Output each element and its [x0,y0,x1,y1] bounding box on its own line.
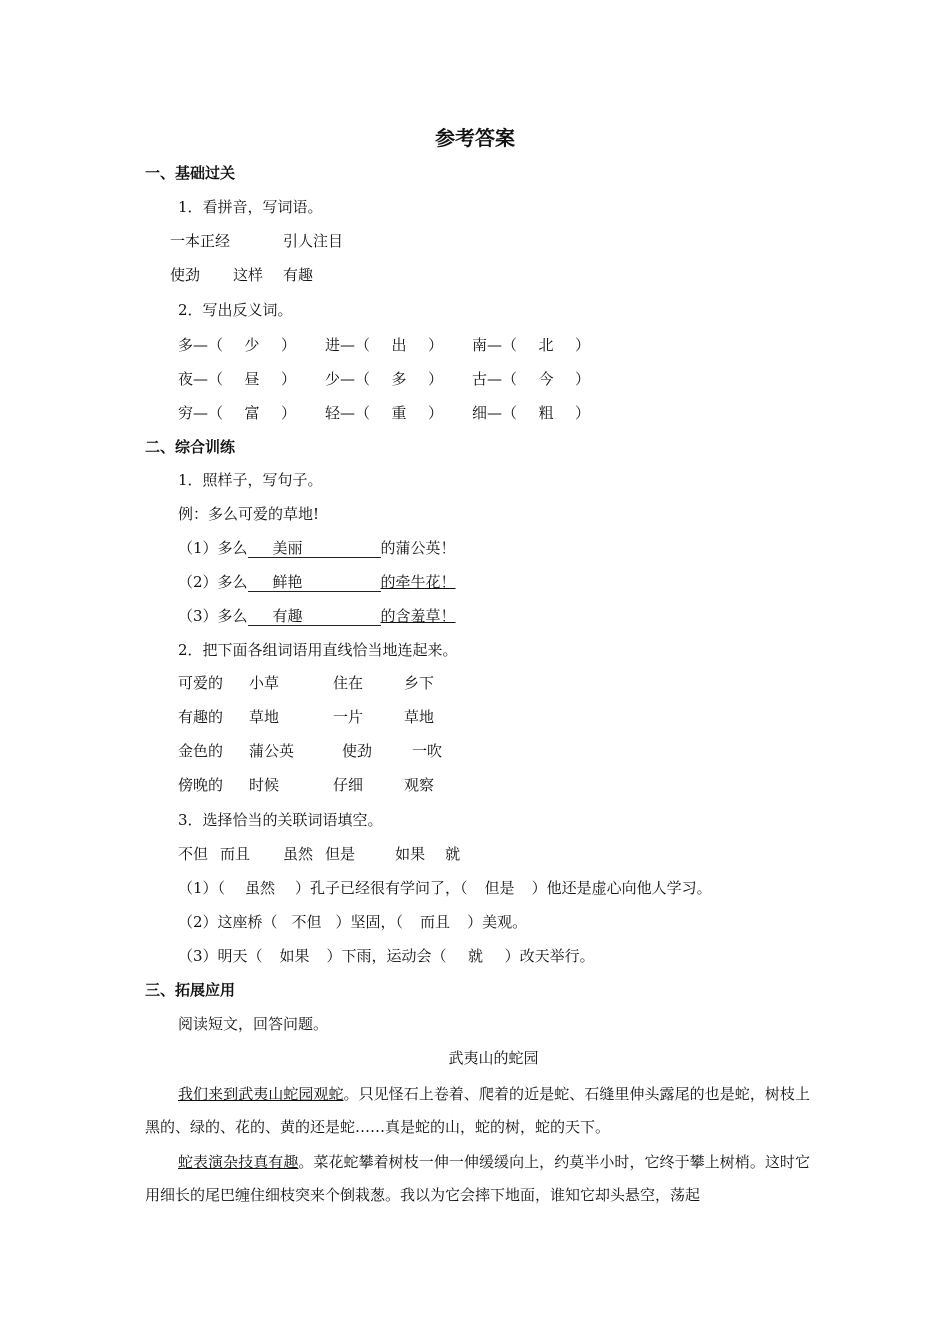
paragraph-text: 。只见怪石上卷着、爬着的近是蛇、石缝里伸头露尾的也是蛇，树枝上黑的、绿的、花的、黄的还是蛇……真是蛇的山，蛇的树，蛇的天下。 [145,1085,810,1136]
example-sentence: 例：多么可爱的草地! [178,505,320,523]
page-title: 参考答案 [435,126,515,150]
matching-word: 使劲 [342,742,373,760]
answer-word: 引人注目 [283,232,344,250]
fill-text: （3）明天（ [178,947,263,965]
matching-word: 草地 [249,708,280,726]
matching-word: 草地 [404,708,435,726]
matching-word: 傍晚的 [178,776,224,794]
antonym-item [178,335,296,355]
antonym-answer: 今 [538,370,554,388]
antonym-item [178,369,296,389]
fill-text: ）改天举行。 [504,947,595,965]
fill-text: （1）（ [178,879,226,897]
sentence-prefix: （1）多么 [178,539,248,557]
fill-text: ）坚固，（ [335,913,404,931]
antonym-answer: 出 [391,336,407,354]
reading-instruction: 阅读短文，回答问题。 [178,1015,329,1033]
passage-paragraph [145,1078,810,1144]
underlined-sentence: 蛇表演杂技真有趣 [178,1153,299,1171]
section-heading-extension: 三、拓展应用 [145,981,236,999]
conj-option: 就 [445,845,461,863]
fill-answer: 就 [468,947,484,965]
sentence-blank: 有趣 [248,607,381,626]
question-label: 2．把下面各组词语用直线恰当地连起来。 [178,641,458,659]
sentence-prefix: （3）多么 [178,607,248,625]
antonym-word: 夜—（ [178,370,224,388]
sentence-answer [178,606,456,626]
antonym-word: 细—（ [472,404,518,422]
conj-option: 虽然 [283,845,314,863]
antonym-word: 古—（ [472,370,518,388]
conj-option: 如果 [395,845,426,863]
antonym-word: 轻—（ [325,404,371,422]
answer-word: 这样 [233,266,264,284]
fill-answer: 如果 [279,947,310,965]
antonym-item [472,335,590,355]
sentence-suffix: 的牵牛花！ [380,573,456,591]
section-heading-basics: 一、基础过关 [145,164,236,182]
matching-word: 小草 [249,674,280,692]
antonym-bracket: ） [575,370,591,388]
matching-word: 住在 [333,674,364,692]
fill-answer: 虽然 [245,879,276,897]
passage-paragraph [145,1146,810,1212]
fill-text: （2）这座桥（ [178,913,278,931]
antonym-bracket: ） [428,404,444,422]
question-label: 1．看拼音，写词语。 [178,198,323,216]
antonym-word: 少—（ [325,370,371,388]
antonym-answer: 多 [391,370,407,388]
matching-word: 有趣的 [178,708,224,726]
antonym-answer: 重 [391,404,407,422]
fill-text: ）他还是虚心向他人学习。 [531,879,712,897]
sentence-suffix: 的蒲公英！ [380,539,456,557]
matching-word: 可爱的 [178,674,224,692]
answer-word: 有趣 [283,266,314,284]
antonym-answer: 北 [538,336,554,354]
antonym-bracket: ） [428,370,444,388]
paragraph-text: 。菜花蛇攀着树枝一伸一伸缓缓向上，约莫半小时，它终于攀上树梢。这时它用细长的尾巴缠住细枝突来个倒栽葱。我以为它会摔下地面，谁知它却头悬空，荡起 [145,1153,810,1204]
matching-word: 观察 [404,776,435,794]
sentence-suffix: 的含羞草！ [380,607,456,625]
antonym-word: 多—（ [178,336,224,354]
fill-text: ）孔子已经很有学问了，（ [295,879,468,897]
sentence-answer [178,538,456,558]
antonym-answer: 昼 [244,370,260,388]
antonym-answer: 少 [244,336,260,354]
section-heading-practice: 二、综合训练 [145,438,236,456]
antonym-item [178,403,296,423]
conj-option: 不但 [178,845,209,863]
fill-text: ）美观。 [467,913,528,931]
antonym-bracket: ） [575,404,591,422]
antonym-item [472,403,590,423]
answer-word: 一本正经 [170,232,231,250]
antonym-bracket: ） [428,336,444,354]
conj-option: 而且 [220,845,251,863]
antonym-word: 进—（ [325,336,371,354]
antonym-bracket: ） [281,370,297,388]
sentence-blank: 鲜艳 [248,573,381,592]
antonym-bracket: ） [575,336,591,354]
sentence-answer [178,572,456,592]
matching-word: 时候 [249,776,280,794]
antonym-item [325,335,443,355]
matching-word: 蒲公英 [249,742,295,760]
fill-sentence [178,946,595,966]
fill-sentence [178,912,527,932]
underlined-sentence: 我们来到武夷山蛇园观蛇 [178,1085,344,1103]
matching-word: 一片 [333,708,364,726]
fill-answer: 不但 [291,913,322,931]
question-label: 3．选择恰当的关联词语填空。 [178,811,383,829]
fill-answer: 而且 [420,913,451,931]
fill-answer: 但是 [484,879,515,897]
matching-word: 仔细 [333,776,364,794]
matching-word: 乡下 [404,674,435,692]
antonym-answer: 粗 [538,404,554,422]
conj-option: 但是 [325,845,356,863]
antonym-word: 穷—（ [178,404,224,422]
antonym-bracket: ） [281,336,297,354]
antonym-bracket: ） [281,404,297,422]
matching-word: 一吹 [412,742,443,760]
question-label: 1．照样子，写句子。 [178,471,323,489]
conjunction-options [178,844,460,864]
matching-word: 金色的 [178,742,224,760]
antonym-item [325,403,443,423]
sentence-prefix: （2）多么 [178,573,248,591]
question-label: 2．写出反义词。 [178,301,293,319]
antonym-item [325,369,443,389]
antonym-answer: 富 [244,404,260,422]
antonym-item [472,369,590,389]
antonym-word: 南—（ [472,336,518,354]
answer-word: 使劲 [170,266,201,284]
fill-sentence [178,878,712,898]
fill-text: ）下雨，运动会（ [326,947,447,965]
passage-title: 武夷山的蛇园 [448,1049,539,1067]
sentence-blank: 美丽 [248,539,381,558]
